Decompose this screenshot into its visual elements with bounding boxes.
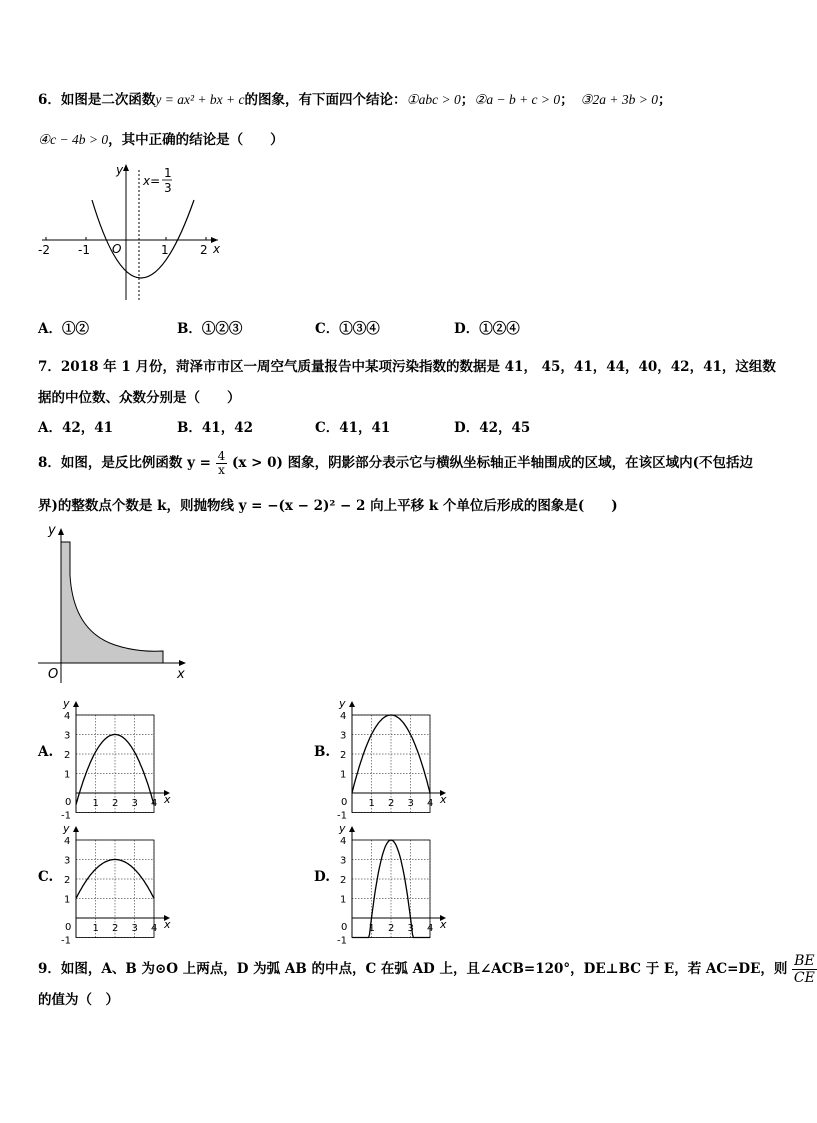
q7-option-d[interactable]: D．42，45 bbox=[454, 420, 531, 436]
q8-opt-a-neg: -1 bbox=[61, 810, 71, 822]
q8-opt-c-ylabel: y bbox=[63, 822, 70, 835]
q8-opt-a-ytick: 1 bbox=[64, 769, 71, 781]
q8-line2: 界)的整数点个数是 k，则抛物线 y = −(x − 2)² − 2 向上平移 k 个单位后形成的图象是( ) bbox=[38, 498, 618, 514]
q8-frac-den: x bbox=[218, 463, 225, 477]
q8-text-1: 8．如图，是反比例函数 y = bbox=[38, 455, 211, 471]
q6-conclusion-4: ④c − 4b > 0 bbox=[38, 132, 109, 147]
q8-opt-d-ytick: 3 bbox=[340, 855, 347, 867]
q7-line2: 据的中位数、众数分别是（ ） bbox=[38, 390, 241, 406]
q8-option-a-graph[interactable] bbox=[56, 686, 186, 822]
q8-opt-a-ytick: 4 bbox=[64, 711, 71, 722]
q6-mid: 的图象，有下面四个结论： bbox=[244, 92, 407, 108]
q8-opt-d-ytick: 4 bbox=[340, 836, 347, 847]
q8-opt-a-y-arrow bbox=[73, 701, 79, 707]
q6-tick-neg2: -2 bbox=[38, 243, 50, 257]
q8-option-c-graph[interactable] bbox=[56, 811, 186, 947]
q8-x-label: x bbox=[177, 667, 185, 682]
q6-symmetry-label: x= bbox=[143, 174, 161, 188]
q7-line1: 7．2018 年 1 月份，菏泽市市区一周空气质量报告中某项污染指数的数据是 41， 45，41，44，40，42，41，这组数 bbox=[38, 359, 776, 375]
q8-opt-a-ytick: 3 bbox=[64, 730, 71, 742]
q6-tick-1: 1 bbox=[161, 243, 169, 257]
q8-opt-c-zero: 0 bbox=[65, 922, 72, 933]
q8-opt-b-ytick: 2 bbox=[340, 750, 347, 761]
q8-opt-d-ylabel: y bbox=[339, 822, 346, 835]
q6-option-b[interactable]: B．①②③ bbox=[177, 321, 243, 337]
q6-option-d[interactable]: D．①②④ bbox=[454, 321, 520, 337]
q8-opt-b-ytick: 4 bbox=[340, 711, 347, 722]
q9-text: 9．如图，A、B 为⊙O 上两点，D 为弧 AB 的中点，C 在弧 AD 上，且∠ACB=120°，DE⊥BC 于 E，若 AC=DE，则 bbox=[38, 961, 788, 977]
q6-line2 bbox=[38, 128, 284, 148]
q6-parabola-curve bbox=[92, 200, 194, 278]
q6-function: y = ax² + bx + c bbox=[155, 92, 245, 107]
q8-opt-c-xtick: 3 bbox=[131, 923, 138, 934]
q8-opt-c-xtick: 4 bbox=[151, 923, 158, 934]
q9-line1 bbox=[38, 953, 817, 986]
q8-opt-b-y-arrow bbox=[349, 701, 355, 707]
q6-tick-neg1: -1 bbox=[78, 243, 90, 257]
q9-frac-den: CE bbox=[793, 970, 815, 986]
q6-number: 6． bbox=[38, 92, 61, 108]
q9-line2: 的值为（ ） bbox=[38, 992, 119, 1008]
q7-option-b[interactable]: B．41，42 bbox=[177, 420, 253, 436]
q8-opt-c-y-arrow bbox=[73, 826, 79, 832]
q6-tick-2: 2 bbox=[200, 243, 208, 257]
q6-parabola-graph bbox=[30, 160, 230, 305]
q8-opt-d-xtick: 3 bbox=[407, 923, 414, 934]
q8-option-d-label[interactable]: D. bbox=[314, 869, 330, 885]
q8-option-c-label[interactable]: C. bbox=[38, 869, 54, 885]
q8-origin: O bbox=[48, 667, 59, 682]
q8-opt-b-xtick: 3 bbox=[407, 798, 414, 809]
q8-opt-a-xtick: 2 bbox=[112, 798, 119, 809]
q8-opt-c-ytick: 2 bbox=[64, 875, 71, 886]
q8-fraction bbox=[216, 450, 228, 477]
q6-conclusion-1: ①abc > 0 bbox=[406, 92, 461, 107]
q8-opt-a-ylabel: y bbox=[63, 697, 70, 710]
q8-opt-d-ytick: 1 bbox=[340, 894, 347, 906]
q6-line1: 6．如图是二次函数y = ax² + bx + c的图象，有下面四个结论：①abc > 0；②a − b + c > 0； ③2a + 3b > 0； bbox=[38, 92, 672, 108]
q8-opt-b-xtick: 4 bbox=[427, 798, 434, 809]
q8-opt-d-zero: 0 bbox=[341, 922, 348, 933]
q8-opt-c-ytick: 3 bbox=[64, 855, 71, 867]
q6-y-arrow bbox=[123, 164, 129, 171]
q8-opt-c-neg: -1 bbox=[61, 935, 71, 947]
q7-option-c[interactable]: C．41，41 bbox=[315, 420, 391, 436]
q8-opt-a-xlabel: x bbox=[164, 793, 171, 806]
q8-opt-b-zero: 0 bbox=[341, 797, 348, 808]
q9-frac-num: BE bbox=[794, 953, 815, 969]
q8-opt-a-xtick: 4 bbox=[151, 798, 158, 809]
q6-tail: ，其中正确的结论是（ ） bbox=[108, 132, 284, 148]
q8-hyperbola-graph bbox=[30, 520, 195, 685]
q6-symmetry-den: 3 bbox=[164, 181, 172, 195]
q8-opt-a-xtick: 1 bbox=[92, 798, 99, 809]
q6-origin-label: O bbox=[112, 242, 122, 256]
q8-opt-b-xtick: 2 bbox=[388, 798, 395, 809]
q8-opt-b-xlabel: x bbox=[440, 793, 447, 806]
q8-opt-d-neg: -1 bbox=[337, 935, 347, 947]
q8-opt-c-xtick: 2 bbox=[112, 923, 119, 934]
q8-opt-c-ytick: 4 bbox=[64, 836, 71, 847]
q8-opt-d-xtick: 2 bbox=[388, 923, 395, 934]
q8-opt-d-y-arrow bbox=[349, 826, 355, 832]
q6-option-c[interactable]: C．①③④ bbox=[315, 321, 380, 337]
q8-frac-num: 4 bbox=[217, 449, 226, 463]
q6-option-a[interactable]: A．①② bbox=[38, 321, 89, 337]
q8-opt-a-ytick: 2 bbox=[64, 750, 71, 761]
q6-x-label: x bbox=[213, 242, 221, 256]
q8-opt-d-xtick: 4 bbox=[427, 923, 434, 934]
q6-conclusion-2: ②a − b + c > 0 bbox=[474, 92, 561, 107]
q8-text-2: (x > 0) 图象，阴影部分表示它与横纵坐标轴正半轴围成的区域，在该区域内(不包括边 bbox=[232, 455, 754, 471]
q8-line1 bbox=[38, 450, 753, 477]
q8-opt-b-ytick: 1 bbox=[340, 769, 347, 781]
q8-opt-a-zero: 0 bbox=[65, 797, 72, 808]
q8-opt-b-neg: -1 bbox=[337, 810, 347, 822]
q8-opt-c-ytick: 1 bbox=[64, 894, 71, 906]
q6-conclusion-3: ③2a + 3b > 0 bbox=[580, 92, 658, 107]
q8-y-label: y bbox=[48, 523, 56, 538]
q8-opt-c-xtick: 1 bbox=[92, 923, 99, 934]
q6-intro: 如图是二次函数 bbox=[60, 92, 156, 108]
q8-shaded-region bbox=[61, 542, 163, 663]
q8-opt-d-xtick: 1 bbox=[368, 923, 375, 934]
q8-option-a-label[interactable]: A. bbox=[38, 744, 54, 760]
q8-opt-d-xlabel: x bbox=[440, 918, 447, 931]
q8-option-b-label[interactable]: B. bbox=[314, 744, 331, 760]
q6-symmetry-num: 1 bbox=[164, 166, 172, 180]
q9-fraction bbox=[792, 953, 817, 986]
q8-option-b-graph[interactable] bbox=[332, 686, 462, 822]
q8-opt-d-ytick: 2 bbox=[340, 875, 347, 886]
q8-option-d-graph[interactable] bbox=[332, 811, 462, 947]
q7-option-a[interactable]: A．42，41 bbox=[38, 420, 114, 436]
q8-opt-a-xtick: 3 bbox=[131, 798, 138, 809]
q6-y-label: y bbox=[116, 163, 124, 177]
q8-opt-c-xlabel: x bbox=[164, 918, 171, 931]
q8-opt-b-ytick: 3 bbox=[340, 730, 347, 742]
q8-opt-b-ylabel: y bbox=[339, 697, 346, 710]
q8-opt-b-xtick: 1 bbox=[368, 798, 375, 809]
